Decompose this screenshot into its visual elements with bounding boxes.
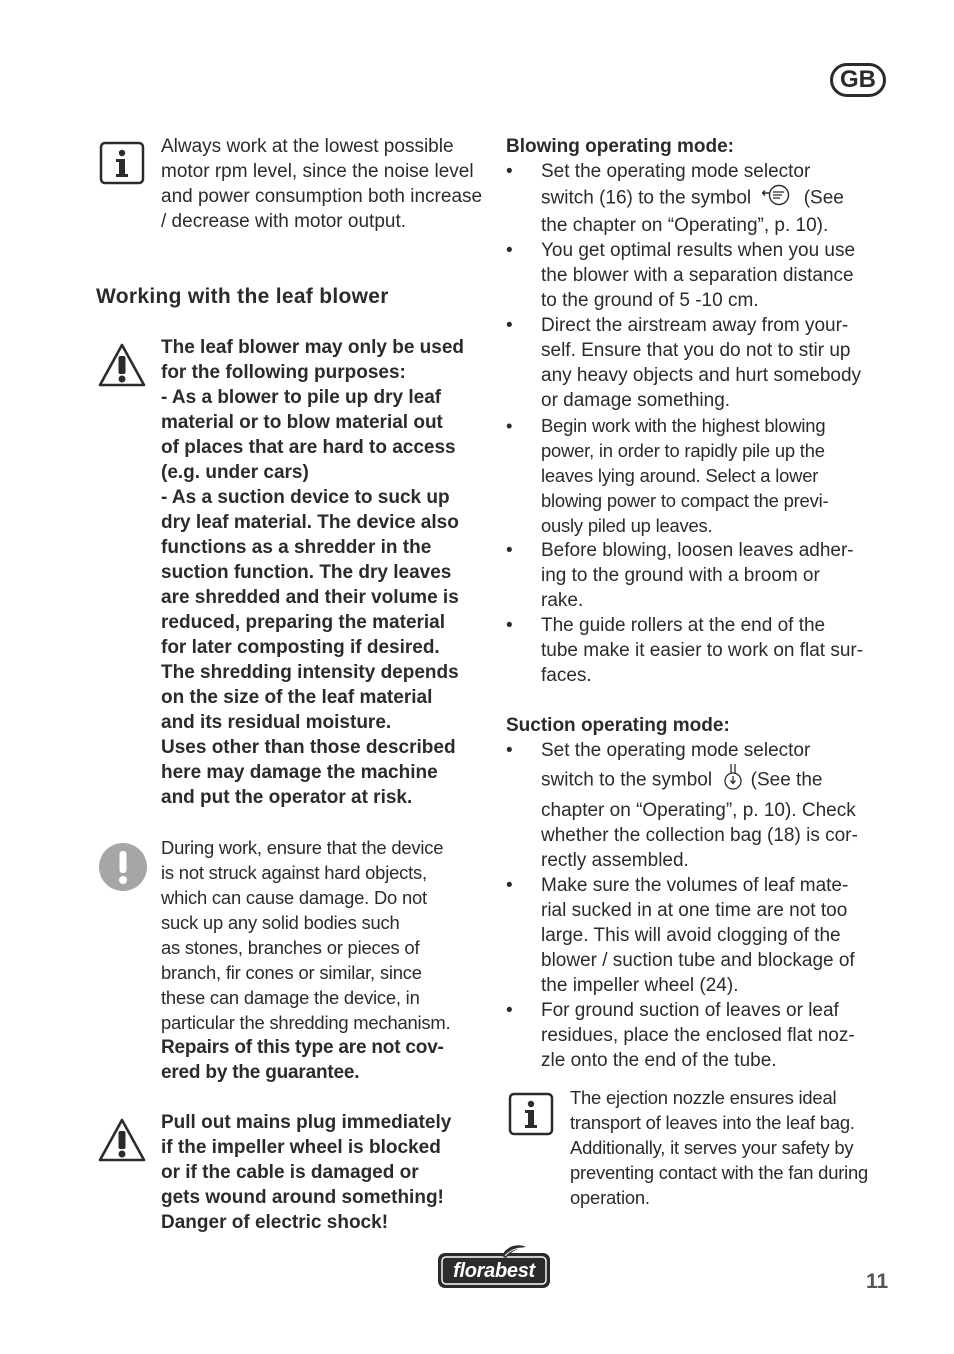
list-item (506, 238, 901, 313)
text-line: You get optimal results when you use (541, 240, 856, 261)
text-line: The leaf blower may only be used (161, 337, 465, 358)
list-item (506, 159, 901, 238)
caution-note (161, 835, 491, 1085)
text-line: dry leaf material. The device also (161, 512, 459, 533)
text-line: Pull out mains plug immediately (161, 1112, 452, 1133)
bullet: • (506, 315, 513, 336)
text-line: residues, place the enclosed flat noz- (541, 1025, 855, 1046)
bullet: • (506, 240, 513, 261)
warning-triangle-icon (97, 1117, 147, 1168)
text-line: ously piled up leaves. (541, 515, 713, 536)
text-line: (e.g. under cars) (161, 462, 309, 483)
text-line: to the ground of 5 -10 cm. (541, 290, 759, 311)
text-line: which can cause damage. Do not (161, 887, 427, 908)
text-line: here may damage the machine (161, 762, 438, 783)
text-line: Repairs of this type are not cov- (161, 1037, 444, 1058)
text-line: gets wound around something! (161, 1187, 444, 1208)
text-line: chapter on “Operating”, p. 10). Check (541, 800, 856, 821)
text-line: rectly assembled. (541, 850, 689, 871)
text-line: The shredding intensity depends (161, 662, 459, 683)
bullet: • (506, 540, 513, 561)
caution-exclamation-icon (98, 842, 148, 897)
text-line: transport of leaves into the leaf bag. (570, 1112, 855, 1133)
list-item (506, 873, 901, 998)
info-icon (99, 141, 145, 185)
text-line: The ejection nozzle ensures ideal (570, 1087, 837, 1108)
text-line: of places that are hard to access (161, 437, 456, 458)
text-line: the impeller wheel (24). (541, 975, 739, 996)
text-line: or if the cable is damaged or (161, 1162, 419, 1183)
text-line: Uses other than those described (161, 737, 456, 758)
text-line: any heavy objects and hurt somebody (541, 365, 862, 386)
blowing-mode-symbol-icon (762, 184, 792, 213)
text-line: and put the operator at risk. (161, 787, 413, 808)
text-line: Set the operating mode selector (541, 161, 811, 182)
text-line: leaves lying around. Select a lower (541, 465, 819, 486)
list-item (506, 538, 901, 613)
text-line: ered by the guarantee. (161, 1062, 360, 1083)
text-line: branch, fir cones or similar, since (161, 962, 422, 983)
text-line: for later composting if desired. (161, 637, 440, 658)
text-line: for the following purposes: (161, 362, 406, 383)
blowing-mode-heading: Blowing operating mode: (506, 136, 734, 157)
text-line: tube make it easier to work on flat sur- (541, 640, 864, 661)
list-item (506, 738, 901, 873)
list-item (506, 613, 901, 688)
right-column (506, 134, 901, 1073)
text-line: and its residual moisture. (161, 712, 392, 733)
text-line: During work, ensure that the device (161, 837, 444, 858)
text-line: material or to blow material out (161, 412, 443, 433)
text-fragment: (See the (750, 769, 823, 791)
section-heading: Working with the leaf blower (96, 285, 389, 308)
text-line: the chapter on “Operating”, p. 10). (541, 215, 829, 236)
text-line: the blower with a separation distance (541, 265, 854, 286)
text-line: self. Ensure that you do not to stir up (541, 340, 851, 361)
text-line (541, 763, 901, 798)
suction-mode-heading: Suction operating mode: (506, 715, 730, 736)
info-note-ejection-nozzle (570, 1085, 900, 1210)
bullet: • (506, 875, 513, 896)
text-line: reduced, preparing the material (161, 612, 446, 633)
text-line: Before blowing, loosen leaves adher- (541, 540, 854, 561)
text-line: Begin work with the highest blowing (541, 415, 826, 436)
suction-mode-list (506, 738, 901, 1073)
info-icon (508, 1092, 554, 1136)
list-item (506, 313, 901, 413)
text-line: operation. (570, 1187, 650, 1208)
blowing-mode-list (506, 159, 901, 688)
text-fragment: (See (803, 187, 844, 209)
suction-mode-symbol-icon (723, 763, 743, 798)
text-line: is not struck against hard objects, (161, 862, 427, 883)
warning-intended-use (161, 335, 491, 810)
text-line: blower / suction tube and blockage of (541, 950, 855, 971)
text-line: - As a blower to pile up dry leaf (161, 387, 442, 408)
text-line: faces. (541, 665, 592, 686)
text-line: large. This will avoid clogging of the (541, 925, 841, 946)
list-item (506, 998, 901, 1073)
text-line: For ground suction of leaves or leaf (541, 1000, 839, 1021)
text-line: particular the shredding mechanism. (161, 1012, 451, 1033)
text-line: zle onto the end of the tube. (541, 1050, 777, 1071)
text-line: if the impeller wheel is blocked (161, 1137, 441, 1158)
florabest-logo (436, 1244, 552, 1290)
text-line: - As a suction device to suck up (161, 487, 450, 508)
text-line: Additionally, it serves your safety by (570, 1137, 854, 1158)
bullet: • (506, 415, 513, 436)
text-fragment: switch (16) to the symbol (541, 187, 752, 209)
text-line: or damage something. (541, 390, 731, 411)
text-line: Set the operating mode selector (541, 740, 811, 761)
text-line: Direct the airstream away from your- (541, 315, 849, 336)
text-line: The guide rollers at the end of the (541, 615, 826, 636)
bullet: • (506, 1000, 513, 1021)
text-line: whether the collection bag (18) is cor- (541, 825, 858, 846)
page-number: 11 (866, 1270, 889, 1293)
text-line: on the size of the leaf material (161, 687, 433, 708)
logo-text: florabest (453, 1260, 535, 1282)
bullet: • (506, 161, 513, 182)
text-line: blowing power to compact the previ- (541, 490, 829, 511)
text-line: as stones, branches or pieces of (161, 937, 420, 958)
text-fragment: switch to the symbol (541, 769, 713, 791)
text-line: these can damage the device, in (161, 987, 420, 1008)
text-line: power, in order to rapidly pile up the (541, 440, 825, 461)
warning-triangle-icon (97, 342, 147, 393)
text-line (541, 184, 901, 213)
bullet: • (506, 740, 513, 761)
text-line: rial sucked in at one time are not too (541, 900, 848, 921)
text-line: Danger of electric shock! (161, 1212, 389, 1233)
language-badge: GB (830, 63, 886, 97)
text-line: Make sure the volumes of leaf mate- (541, 875, 849, 896)
text-line: suction function. The dry leaves (161, 562, 452, 583)
bullet: • (506, 615, 513, 636)
info-note-rpm: Always work at the lowest possible motor rpm level, since the noise level and power consumption both increase / decrease with motor output. (161, 136, 483, 232)
text-line: preventing contact with the fan during (570, 1162, 869, 1183)
text-line: functions as a shredder in the (161, 537, 432, 558)
warning-electric-shock (161, 1110, 491, 1235)
text-line: are shredded and their volume is (161, 587, 459, 608)
text-line: suck up any solid bodies such (161, 912, 400, 933)
text-line: rake. (541, 590, 584, 611)
text-line: ing to the ground with a broom or (541, 565, 820, 586)
list-item (506, 413, 901, 538)
